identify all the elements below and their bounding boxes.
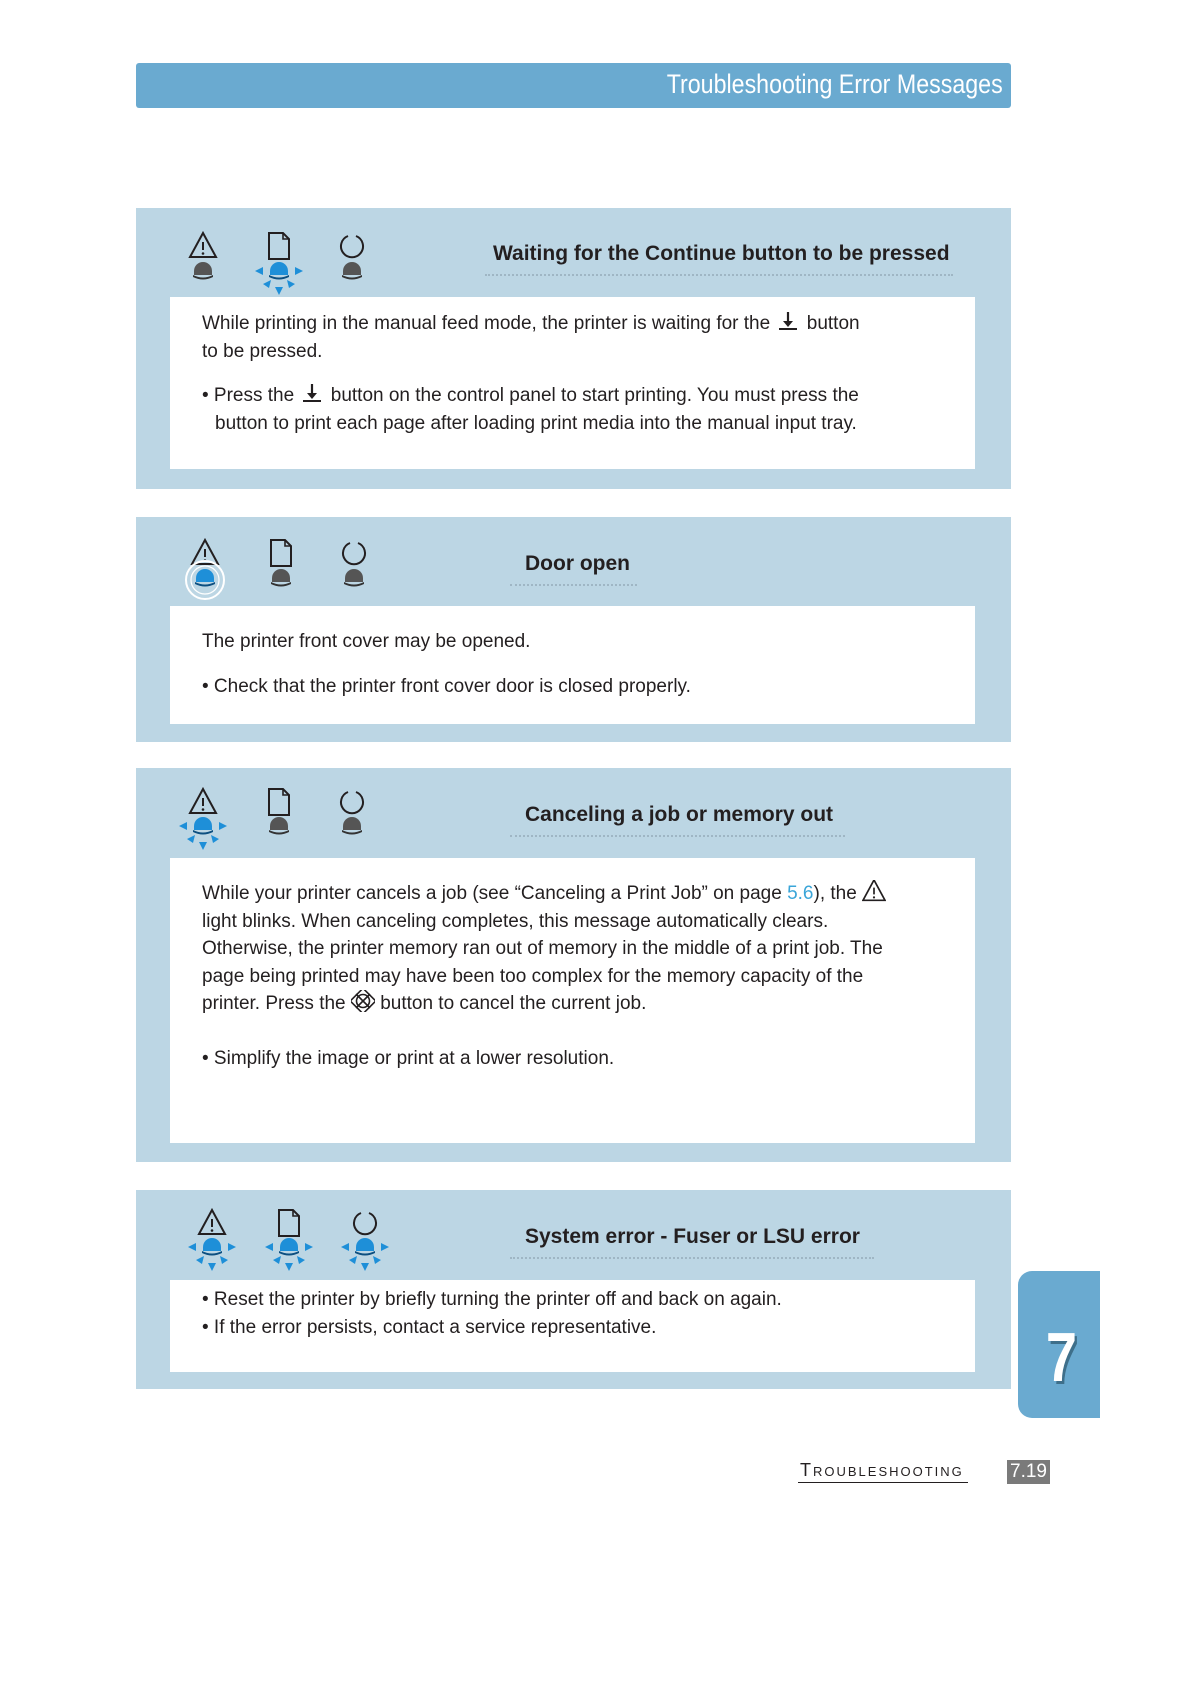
bullet-item: • Simplify the image or print at a lower resolution. bbox=[202, 1048, 615, 1069]
data-document-icon bbox=[279, 802, 280, 803]
ready-power-icon bbox=[352, 802, 353, 803]
section-title: Waiting for the Continue button to be pressed bbox=[485, 242, 953, 276]
data-led-blinking-icon bbox=[279, 271, 280, 272]
data-document-icon bbox=[289, 1223, 290, 1224]
section-title: Canceling a job or memory out bbox=[510, 803, 845, 837]
page-link[interactable]: 5.6 bbox=[787, 883, 814, 904]
paragraph: While your printer cancels a job (see “Canceling a Print Job” on page 5.6), the light blinks. When canceling completes, this message automatically clears. Otherwise, the printer memory ran out of memory in the middle of a print job. The page being printed may have been too complex for the memory capacity of the printer. Press the button to cancel the current job. bbox=[202, 880, 972, 1018]
section-canceling-memory-out bbox=[136, 768, 1011, 1162]
ready-led-off-icon bbox=[354, 578, 355, 579]
chapter-number: 7 bbox=[1045, 1318, 1078, 1396]
ready-led-off-icon bbox=[352, 826, 353, 827]
continue-arrow-icon bbox=[775, 310, 801, 332]
footer-section-label: Troubleshooting bbox=[798, 1460, 968, 1483]
ready-led-blinking-icon bbox=[365, 1247, 366, 1248]
message-body bbox=[170, 858, 975, 1143]
error-warning-icon bbox=[212, 1223, 213, 1224]
ready-power-icon bbox=[365, 1223, 366, 1224]
data-led-off-icon bbox=[279, 826, 280, 827]
section-system-error bbox=[136, 1190, 1011, 1389]
data-led-off-icon bbox=[281, 578, 282, 579]
message-body bbox=[170, 1280, 975, 1372]
paragraph: While printing in the manual feed mode, the printer is waiting for the button to be pressed. bbox=[202, 310, 962, 365]
led-panel bbox=[136, 208, 436, 308]
ready-power-icon bbox=[352, 246, 353, 247]
header-bar bbox=[136, 63, 1011, 108]
error-warning-icon bbox=[203, 802, 204, 803]
message-body bbox=[170, 606, 975, 724]
chapter-tab bbox=[1018, 1271, 1100, 1418]
section-door-open bbox=[136, 517, 1011, 742]
led-panel bbox=[136, 1190, 436, 1290]
page-title: Troubleshooting Error Messages bbox=[667, 69, 1003, 99]
bullet-item: • Reset the printer by briefly turning the printer off and back on again. bbox=[202, 1289, 782, 1310]
message-body bbox=[170, 297, 975, 469]
continue-arrow-icon bbox=[299, 382, 325, 404]
error-warning-icon bbox=[205, 553, 206, 554]
warning-icon bbox=[862, 880, 886, 902]
section-title: Door open bbox=[510, 552, 637, 586]
bullet-item: • Press the button on the control panel to start printing. You must press the button to print each page after loading print media into the manual input tray. bbox=[202, 382, 962, 437]
page-number: 7.19 bbox=[1007, 1460, 1050, 1484]
error-warning-icon bbox=[203, 246, 204, 247]
bullet-item: • If the error persists, contact a service representative. bbox=[202, 1317, 657, 1338]
paragraph: The printer front cover may be opened. bbox=[202, 631, 531, 652]
section-waiting-continue bbox=[136, 208, 1011, 489]
error-led-on-icon bbox=[205, 578, 206, 579]
data-led-blinking-icon bbox=[289, 1247, 290, 1248]
led-panel bbox=[136, 517, 436, 617]
data-document-icon bbox=[281, 553, 282, 554]
ready-power-icon bbox=[354, 553, 355, 554]
bullet-item: • Check that the printer front cover door is closed properly. bbox=[202, 676, 691, 697]
error-led-blinking-icon bbox=[203, 826, 204, 827]
ready-led-off-icon bbox=[352, 271, 353, 272]
led-panel bbox=[136, 768, 436, 868]
cancel-job-icon bbox=[351, 990, 375, 1012]
data-document-icon bbox=[279, 246, 280, 247]
error-led-off-icon bbox=[203, 271, 204, 272]
error-led-blinking-icon bbox=[212, 1247, 213, 1248]
section-title: System error - Fuser or LSU error bbox=[510, 1225, 874, 1259]
